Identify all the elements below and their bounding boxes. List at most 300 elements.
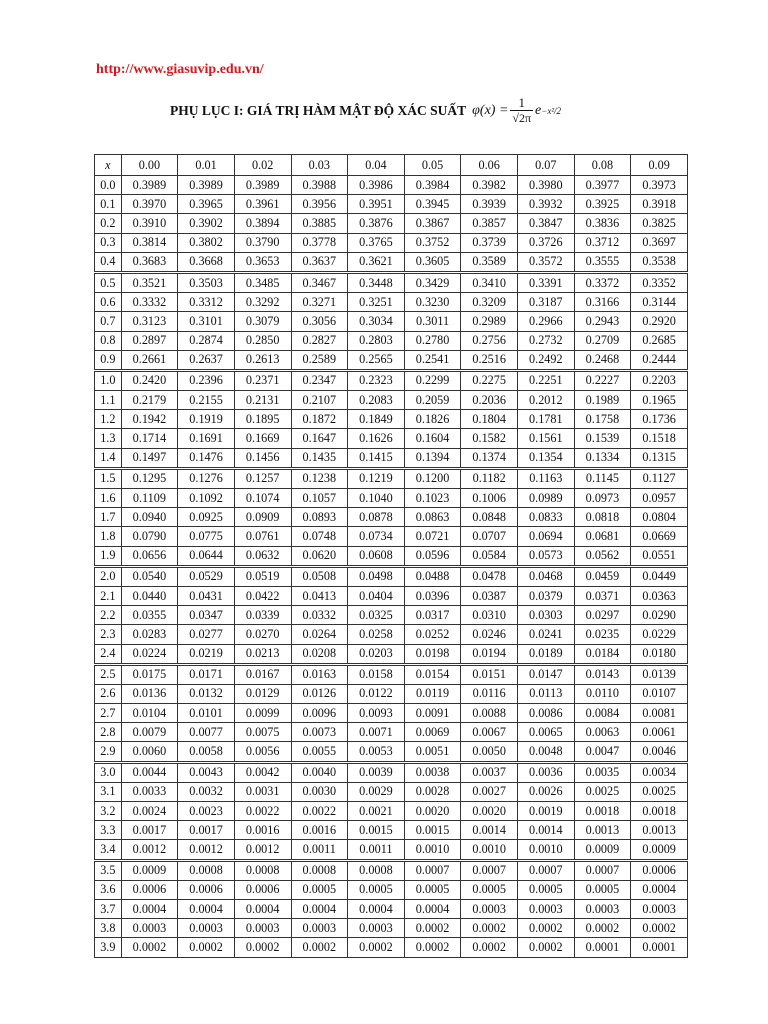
table-cell: 0.3187 bbox=[518, 293, 575, 312]
row-label-cell: 1.2 bbox=[95, 410, 122, 429]
table-cell: 0.0734 bbox=[348, 527, 405, 546]
table-cell: 0.1518 bbox=[631, 429, 688, 448]
table-body bbox=[95, 176, 688, 958]
table-cell: 0.1092 bbox=[178, 489, 235, 508]
table-cell: 0.2251 bbox=[518, 370, 575, 390]
table-cell: 0.0022 bbox=[234, 802, 291, 821]
table-row bbox=[95, 214, 688, 233]
table-cell: 0.0721 bbox=[404, 527, 461, 546]
table-cell: 0.1561 bbox=[518, 429, 575, 448]
table-cell: 0.0040 bbox=[291, 762, 348, 782]
table-cell: 0.0010 bbox=[404, 840, 461, 860]
table-cell: 0.0016 bbox=[234, 821, 291, 840]
table-cell: 0.0339 bbox=[234, 606, 291, 625]
table-cell: 0.3956 bbox=[291, 195, 348, 214]
table-row bbox=[95, 664, 688, 684]
table-cell: 0.3011 bbox=[404, 312, 461, 331]
table-cell: 0.0002 bbox=[234, 938, 291, 957]
table-cell: 0.0002 bbox=[518, 919, 575, 938]
table-row bbox=[95, 938, 688, 957]
table-cell: 0.3251 bbox=[348, 293, 405, 312]
table-cell: 0.0019 bbox=[518, 802, 575, 821]
table-cell: 0.0022 bbox=[291, 802, 348, 821]
table-cell: 0.0002 bbox=[461, 919, 518, 938]
row-label-cell: 3.8 bbox=[95, 919, 122, 938]
table-cell: 0.0878 bbox=[348, 508, 405, 527]
table-cell: 0.0163 bbox=[291, 664, 348, 684]
table-cell: 0.3448 bbox=[348, 272, 405, 292]
title-text: PHỤ LỤC I: GIÁ TRỊ HÀM MẬT ĐỘ XÁC SUẤT bbox=[170, 102, 467, 118]
table-cell: 0.3467 bbox=[291, 272, 348, 292]
table-cell: 0.0003 bbox=[121, 919, 178, 938]
table-cell: 0.3973 bbox=[631, 176, 688, 195]
table-cell: 0.1582 bbox=[461, 429, 518, 448]
formula-fraction bbox=[510, 96, 533, 125]
table-cell: 0.0003 bbox=[574, 899, 631, 918]
table-cell: 0.2299 bbox=[404, 370, 461, 390]
row-label-cell: 2.1 bbox=[95, 586, 122, 605]
table-cell: 0.0957 bbox=[631, 489, 688, 508]
table-cell: 0.0024 bbox=[121, 802, 178, 821]
table-cell: 0.0184 bbox=[574, 644, 631, 664]
table-cell: 0.0004 bbox=[178, 899, 235, 918]
table-cell: 0.0669 bbox=[631, 527, 688, 546]
table-cell: 0.0126 bbox=[291, 684, 348, 703]
table-cell: 0.1456 bbox=[234, 448, 291, 468]
table-cell: 0.1295 bbox=[121, 468, 178, 488]
table-cell: 0.0027 bbox=[461, 782, 518, 801]
table-cell: 0.3925 bbox=[574, 195, 631, 214]
table-cell: 0.0007 bbox=[404, 860, 461, 880]
row-label-cell: 0.5 bbox=[95, 272, 122, 292]
site-url-link[interactable]: http://www.giasuvip.edu.vn/ bbox=[96, 62, 264, 77]
table-row bbox=[95, 508, 688, 527]
table-cell: 0.0198 bbox=[404, 644, 461, 664]
table-cell: 0.0283 bbox=[121, 625, 178, 644]
table-cell: 0.0431 bbox=[178, 586, 235, 605]
table-cell: 0.3166 bbox=[574, 293, 631, 312]
table-cell: 0.3857 bbox=[461, 214, 518, 233]
table-row bbox=[95, 606, 688, 625]
table-row bbox=[95, 370, 688, 390]
table-cell: 0.1334 bbox=[574, 448, 631, 468]
table-row bbox=[95, 176, 688, 195]
table-cell: 0.3391 bbox=[518, 272, 575, 292]
table-cell: 0.3982 bbox=[461, 176, 518, 195]
row-label-cell: 2.9 bbox=[95, 742, 122, 762]
row-label-cell: 1.8 bbox=[95, 527, 122, 546]
table-cell: 0.2920 bbox=[631, 312, 688, 331]
table-cell: 0.0002 bbox=[291, 938, 348, 957]
table-cell: 0.3932 bbox=[518, 195, 575, 214]
table-cell: 0.3079 bbox=[234, 312, 291, 331]
table-cell: 0.0478 bbox=[461, 566, 518, 586]
table-row bbox=[95, 644, 688, 664]
table-row bbox=[95, 448, 688, 468]
table-cell: 0.0498 bbox=[348, 566, 405, 586]
table-cell: 0.0030 bbox=[291, 782, 348, 801]
table-cell: 0.0071 bbox=[348, 723, 405, 742]
table-cell: 0.0031 bbox=[234, 782, 291, 801]
table-cell: 0.1691 bbox=[178, 429, 235, 448]
table-cell: 0.1989 bbox=[574, 391, 631, 410]
table-cell: 0.3765 bbox=[348, 233, 405, 252]
table-cell: 0.1849 bbox=[348, 410, 405, 429]
table-cell: 0.0332 bbox=[291, 606, 348, 625]
table-cell: 0.3144 bbox=[631, 293, 688, 312]
table-row bbox=[95, 350, 688, 370]
table-cell: 0.0005 bbox=[348, 880, 405, 899]
table-cell: 0.0003 bbox=[291, 919, 348, 938]
table-cell: 0.3292 bbox=[234, 293, 291, 312]
table-cell: 0.1826 bbox=[404, 410, 461, 429]
table-cell: 0.1109 bbox=[121, 489, 178, 508]
table-cell: 0.3867 bbox=[404, 214, 461, 233]
page-title bbox=[170, 96, 561, 125]
table-cell: 0.1023 bbox=[404, 489, 461, 508]
table-cell: 0.0940 bbox=[121, 508, 178, 527]
table-cell: 0.0241 bbox=[518, 625, 575, 644]
table-cell: 0.1145 bbox=[574, 468, 631, 488]
row-label-cell: 2.5 bbox=[95, 664, 122, 684]
table-cell: 0.2565 bbox=[348, 350, 405, 370]
table-cell: 0.3836 bbox=[574, 214, 631, 233]
table-cell: 0.0014 bbox=[518, 821, 575, 840]
table-cell: 0.3752 bbox=[404, 233, 461, 252]
table-cell: 0.1394 bbox=[404, 448, 461, 468]
column-header: 0.06 bbox=[461, 155, 518, 176]
table-cell: 0.2637 bbox=[178, 350, 235, 370]
table-cell: 0.0013 bbox=[574, 821, 631, 840]
table-cell: 0.2396 bbox=[178, 370, 235, 390]
table-cell: 0.3683 bbox=[121, 252, 178, 272]
table-cell: 0.1163 bbox=[518, 468, 575, 488]
table-cell: 0.0077 bbox=[178, 723, 235, 742]
table-cell: 0.0147 bbox=[518, 664, 575, 684]
table-cell: 0.0047 bbox=[574, 742, 631, 762]
table-cell: 0.0632 bbox=[234, 546, 291, 566]
table-row bbox=[95, 782, 688, 801]
table-cell: 0.0042 bbox=[234, 762, 291, 782]
table-cell: 0.0032 bbox=[178, 782, 235, 801]
table-cell: 0.1415 bbox=[348, 448, 405, 468]
table-cell: 0.3123 bbox=[121, 312, 178, 331]
table-cell: 0.2661 bbox=[121, 350, 178, 370]
column-header: 0.05 bbox=[404, 155, 461, 176]
table-cell: 0.0004 bbox=[404, 899, 461, 918]
table-cell: 0.1714 bbox=[121, 429, 178, 448]
table-cell: 0.0010 bbox=[461, 840, 518, 860]
table-cell: 0.0804 bbox=[631, 508, 688, 527]
table-cell: 0.0258 bbox=[348, 625, 405, 644]
table-cell: 0.2732 bbox=[518, 331, 575, 350]
table-cell: 0.3814 bbox=[121, 233, 178, 252]
row-label-cell: 1.1 bbox=[95, 391, 122, 410]
table-cell: 0.0303 bbox=[518, 606, 575, 625]
table-cell: 0.1276 bbox=[178, 468, 235, 488]
row-label-cell: 1.0 bbox=[95, 370, 122, 390]
table-cell: 0.0010 bbox=[518, 840, 575, 860]
table-cell: 0.0093 bbox=[348, 704, 405, 723]
column-header: 0.08 bbox=[574, 155, 631, 176]
table-cell: 0.0167 bbox=[234, 664, 291, 684]
table-cell: 0.3876 bbox=[348, 214, 405, 233]
table-cell: 0.3965 bbox=[178, 195, 235, 214]
table-cell: 0.0132 bbox=[178, 684, 235, 703]
table-row bbox=[95, 429, 688, 448]
table-cell: 0.0005 bbox=[574, 880, 631, 899]
table-cell: 0.0488 bbox=[404, 566, 461, 586]
row-label-cell: 2.2 bbox=[95, 606, 122, 625]
table-cell: 0.0224 bbox=[121, 644, 178, 664]
table-cell: 0.0021 bbox=[348, 802, 405, 821]
table-cell: 0.1804 bbox=[461, 410, 518, 429]
table-cell: 0.0608 bbox=[348, 546, 405, 566]
table-cell: 0.0028 bbox=[404, 782, 461, 801]
table-cell: 0.0317 bbox=[404, 606, 461, 625]
table-cell: 0.3984 bbox=[404, 176, 461, 195]
table-cell: 0.0079 bbox=[121, 723, 178, 742]
table-cell: 0.1200 bbox=[404, 468, 461, 488]
table-cell: 0.3034 bbox=[348, 312, 405, 331]
table-cell: 0.0067 bbox=[461, 723, 518, 742]
table-cell: 0.0003 bbox=[178, 919, 235, 938]
table-cell: 0.0017 bbox=[178, 821, 235, 840]
table-cell: 0.3697 bbox=[631, 233, 688, 252]
table-cell: 0.1127 bbox=[631, 468, 688, 488]
table-cell: 0.0371 bbox=[574, 586, 631, 605]
row-label-cell: 3.9 bbox=[95, 938, 122, 957]
table-cell: 0.0002 bbox=[404, 919, 461, 938]
table-cell: 0.2371 bbox=[234, 370, 291, 390]
table-cell: 0.0002 bbox=[121, 938, 178, 957]
table-cell: 0.0004 bbox=[348, 899, 405, 918]
table-cell: 0.0203 bbox=[348, 644, 405, 664]
table-cell: 0.0046 bbox=[631, 742, 688, 762]
table-cell: 0.3410 bbox=[461, 272, 518, 292]
table-cell: 0.0055 bbox=[291, 742, 348, 762]
row-label-cell: 0.2 bbox=[95, 214, 122, 233]
table-cell: 0.2227 bbox=[574, 370, 631, 390]
table-cell: 0.1257 bbox=[234, 468, 291, 488]
table-cell: 0.0101 bbox=[178, 704, 235, 723]
table-cell: 0.0006 bbox=[234, 880, 291, 899]
table-cell: 0.2803 bbox=[348, 331, 405, 350]
table-cell: 0.1219 bbox=[348, 468, 405, 488]
table-cell: 0.0143 bbox=[574, 664, 631, 684]
table-cell: 0.1669 bbox=[234, 429, 291, 448]
table-cell: 0.0909 bbox=[234, 508, 291, 527]
table-cell: 0.3372 bbox=[574, 272, 631, 292]
table-cell: 0.3555 bbox=[574, 252, 631, 272]
table-cell: 0.3918 bbox=[631, 195, 688, 214]
table-cell: 0.2203 bbox=[631, 370, 688, 390]
table-cell: 0.0007 bbox=[518, 860, 575, 880]
table-cell: 0.0656 bbox=[121, 546, 178, 566]
table-cell: 0.3485 bbox=[234, 272, 291, 292]
table-cell: 0.0194 bbox=[461, 644, 518, 664]
table-cell: 0.0053 bbox=[348, 742, 405, 762]
table-cell: 0.2059 bbox=[404, 391, 461, 410]
row-label-cell: 2.0 bbox=[95, 566, 122, 586]
table-cell: 0.0387 bbox=[461, 586, 518, 605]
table-cell: 0.0154 bbox=[404, 664, 461, 684]
table-cell: 0.0175 bbox=[121, 664, 178, 684]
table-cell: 0.3521 bbox=[121, 272, 178, 292]
table-cell: 0.0001 bbox=[631, 938, 688, 957]
table-cell: 0.1182 bbox=[461, 468, 518, 488]
row-label-cell: 1.6 bbox=[95, 489, 122, 508]
table-cell: 0.0229 bbox=[631, 625, 688, 644]
table-cell: 0.0139 bbox=[631, 664, 688, 684]
table-cell: 0.0973 bbox=[574, 489, 631, 508]
table-cell: 0.0063 bbox=[574, 723, 631, 742]
table-cell: 0.0379 bbox=[518, 586, 575, 605]
table-row bbox=[95, 527, 688, 546]
table-cell: 0.0017 bbox=[121, 821, 178, 840]
table-cell: 0.3668 bbox=[178, 252, 235, 272]
table-row bbox=[95, 860, 688, 880]
table-cell: 0.3951 bbox=[348, 195, 405, 214]
table-cell: 0.2989 bbox=[461, 312, 518, 331]
row-label-cell: 0.6 bbox=[95, 293, 122, 312]
row-label-cell: 0.1 bbox=[95, 195, 122, 214]
table-cell: 0.3977 bbox=[574, 176, 631, 195]
formula-base: e bbox=[535, 102, 542, 118]
table-row bbox=[95, 684, 688, 703]
table-cell: 0.0277 bbox=[178, 625, 235, 644]
table-cell: 0.1872 bbox=[291, 410, 348, 429]
row-label-cell: 0.3 bbox=[95, 233, 122, 252]
table-cell: 0.0848 bbox=[461, 508, 518, 527]
table-cell: 0.3712 bbox=[574, 233, 631, 252]
table-row bbox=[95, 468, 688, 488]
table-cell: 0.0748 bbox=[291, 527, 348, 546]
table-cell: 0.0012 bbox=[121, 840, 178, 860]
table-cell: 0.0508 bbox=[291, 566, 348, 586]
table-row bbox=[95, 566, 688, 586]
table-cell: 0.0003 bbox=[461, 899, 518, 918]
table-cell: 0.0833 bbox=[518, 508, 575, 527]
table-cell: 0.0122 bbox=[348, 684, 405, 703]
row-label-cell: 3.5 bbox=[95, 860, 122, 880]
table-cell: 0.0039 bbox=[348, 762, 405, 782]
table-cell: 0.0573 bbox=[518, 546, 575, 566]
table-cell: 0.0009 bbox=[121, 860, 178, 880]
table-cell: 0.0051 bbox=[404, 742, 461, 762]
table-cell: 0.0404 bbox=[348, 586, 405, 605]
table-cell: 0.0056 bbox=[234, 742, 291, 762]
table-cell: 0.3312 bbox=[178, 293, 235, 312]
column-header: 0.07 bbox=[518, 155, 575, 176]
table-row bbox=[95, 704, 688, 723]
table-cell: 0.0325 bbox=[348, 606, 405, 625]
density-formula bbox=[472, 96, 561, 125]
table-cell: 0.2012 bbox=[518, 391, 575, 410]
table-cell: 0.2516 bbox=[461, 350, 518, 370]
table-cell: 0.0044 bbox=[121, 762, 178, 782]
table-cell: 0.1895 bbox=[234, 410, 291, 429]
table-cell: 0.0004 bbox=[121, 899, 178, 918]
table-cell: 0.1965 bbox=[631, 391, 688, 410]
table-cell: 0.0012 bbox=[178, 840, 235, 860]
table-cell: 0.0096 bbox=[291, 704, 348, 723]
table-cell: 0.0002 bbox=[574, 919, 631, 938]
row-label-cell: 3.4 bbox=[95, 840, 122, 860]
table-cell: 0.2420 bbox=[121, 370, 178, 390]
table-cell: 0.1374 bbox=[461, 448, 518, 468]
table-cell: 0.1238 bbox=[291, 468, 348, 488]
table-cell: 0.0925 bbox=[178, 508, 235, 527]
table-row bbox=[95, 252, 688, 272]
table-cell: 0.0449 bbox=[631, 566, 688, 586]
table-cell: 0.2347 bbox=[291, 370, 348, 390]
table-cell: 0.3271 bbox=[291, 293, 348, 312]
row-label-cell: 2.8 bbox=[95, 723, 122, 742]
table-cell: 0.3790 bbox=[234, 233, 291, 252]
table-cell: 0.2468 bbox=[574, 350, 631, 370]
row-label-cell: 0.8 bbox=[95, 331, 122, 350]
table-cell: 0.0050 bbox=[461, 742, 518, 762]
table-cell: 0.1919 bbox=[178, 410, 235, 429]
row-label-cell: 3.1 bbox=[95, 782, 122, 801]
table-cell: 0.0440 bbox=[121, 586, 178, 605]
table-cell: 0.0180 bbox=[631, 644, 688, 664]
table-cell: 0.0761 bbox=[234, 527, 291, 546]
table-cell: 0.0002 bbox=[178, 938, 235, 957]
table-cell: 0.0034 bbox=[631, 762, 688, 782]
table-cell: 0.1006 bbox=[461, 489, 518, 508]
table-cell: 0.2780 bbox=[404, 331, 461, 350]
table-cell: 0.0002 bbox=[404, 938, 461, 957]
table-cell: 0.0110 bbox=[574, 684, 631, 703]
table-row bbox=[95, 899, 688, 918]
table-cell: 0.0413 bbox=[291, 586, 348, 605]
table-cell: 0.0003 bbox=[348, 919, 405, 938]
table-cell: 0.1736 bbox=[631, 410, 688, 429]
table-cell: 0.0015 bbox=[404, 821, 461, 840]
table-cell: 0.2107 bbox=[291, 391, 348, 410]
table-cell: 0.0048 bbox=[518, 742, 575, 762]
table-cell: 0.3986 bbox=[348, 176, 405, 195]
table-cell: 0.0008 bbox=[291, 860, 348, 880]
row-label-cell: 0.9 bbox=[95, 350, 122, 370]
density-table bbox=[94, 154, 688, 958]
table-cell: 0.0297 bbox=[574, 606, 631, 625]
table-cell: 0.0005 bbox=[461, 880, 518, 899]
table-cell: 0.2541 bbox=[404, 350, 461, 370]
table-cell: 0.3961 bbox=[234, 195, 291, 214]
table-row bbox=[95, 272, 688, 292]
row-label-cell: 2.3 bbox=[95, 625, 122, 644]
table-cell: 0.0151 bbox=[461, 664, 518, 684]
row-label-cell: 1.9 bbox=[95, 546, 122, 566]
table-row bbox=[95, 293, 688, 312]
column-header: 0.04 bbox=[348, 155, 405, 176]
table-cell: 0.0252 bbox=[404, 625, 461, 644]
table-cell: 0.0219 bbox=[178, 644, 235, 664]
table-cell: 0.0065 bbox=[518, 723, 575, 742]
table-cell: 0.0023 bbox=[178, 802, 235, 821]
table-cell: 0.0363 bbox=[631, 586, 688, 605]
row-label-cell: 0.7 bbox=[95, 312, 122, 331]
table-cell: 0.3885 bbox=[291, 214, 348, 233]
table-cell: 0.0035 bbox=[574, 762, 631, 782]
table-cell: 0.0171 bbox=[178, 664, 235, 684]
formula-numerator: 1 bbox=[518, 95, 525, 110]
table-cell: 0.3209 bbox=[461, 293, 518, 312]
table-cell: 0.1942 bbox=[121, 410, 178, 429]
